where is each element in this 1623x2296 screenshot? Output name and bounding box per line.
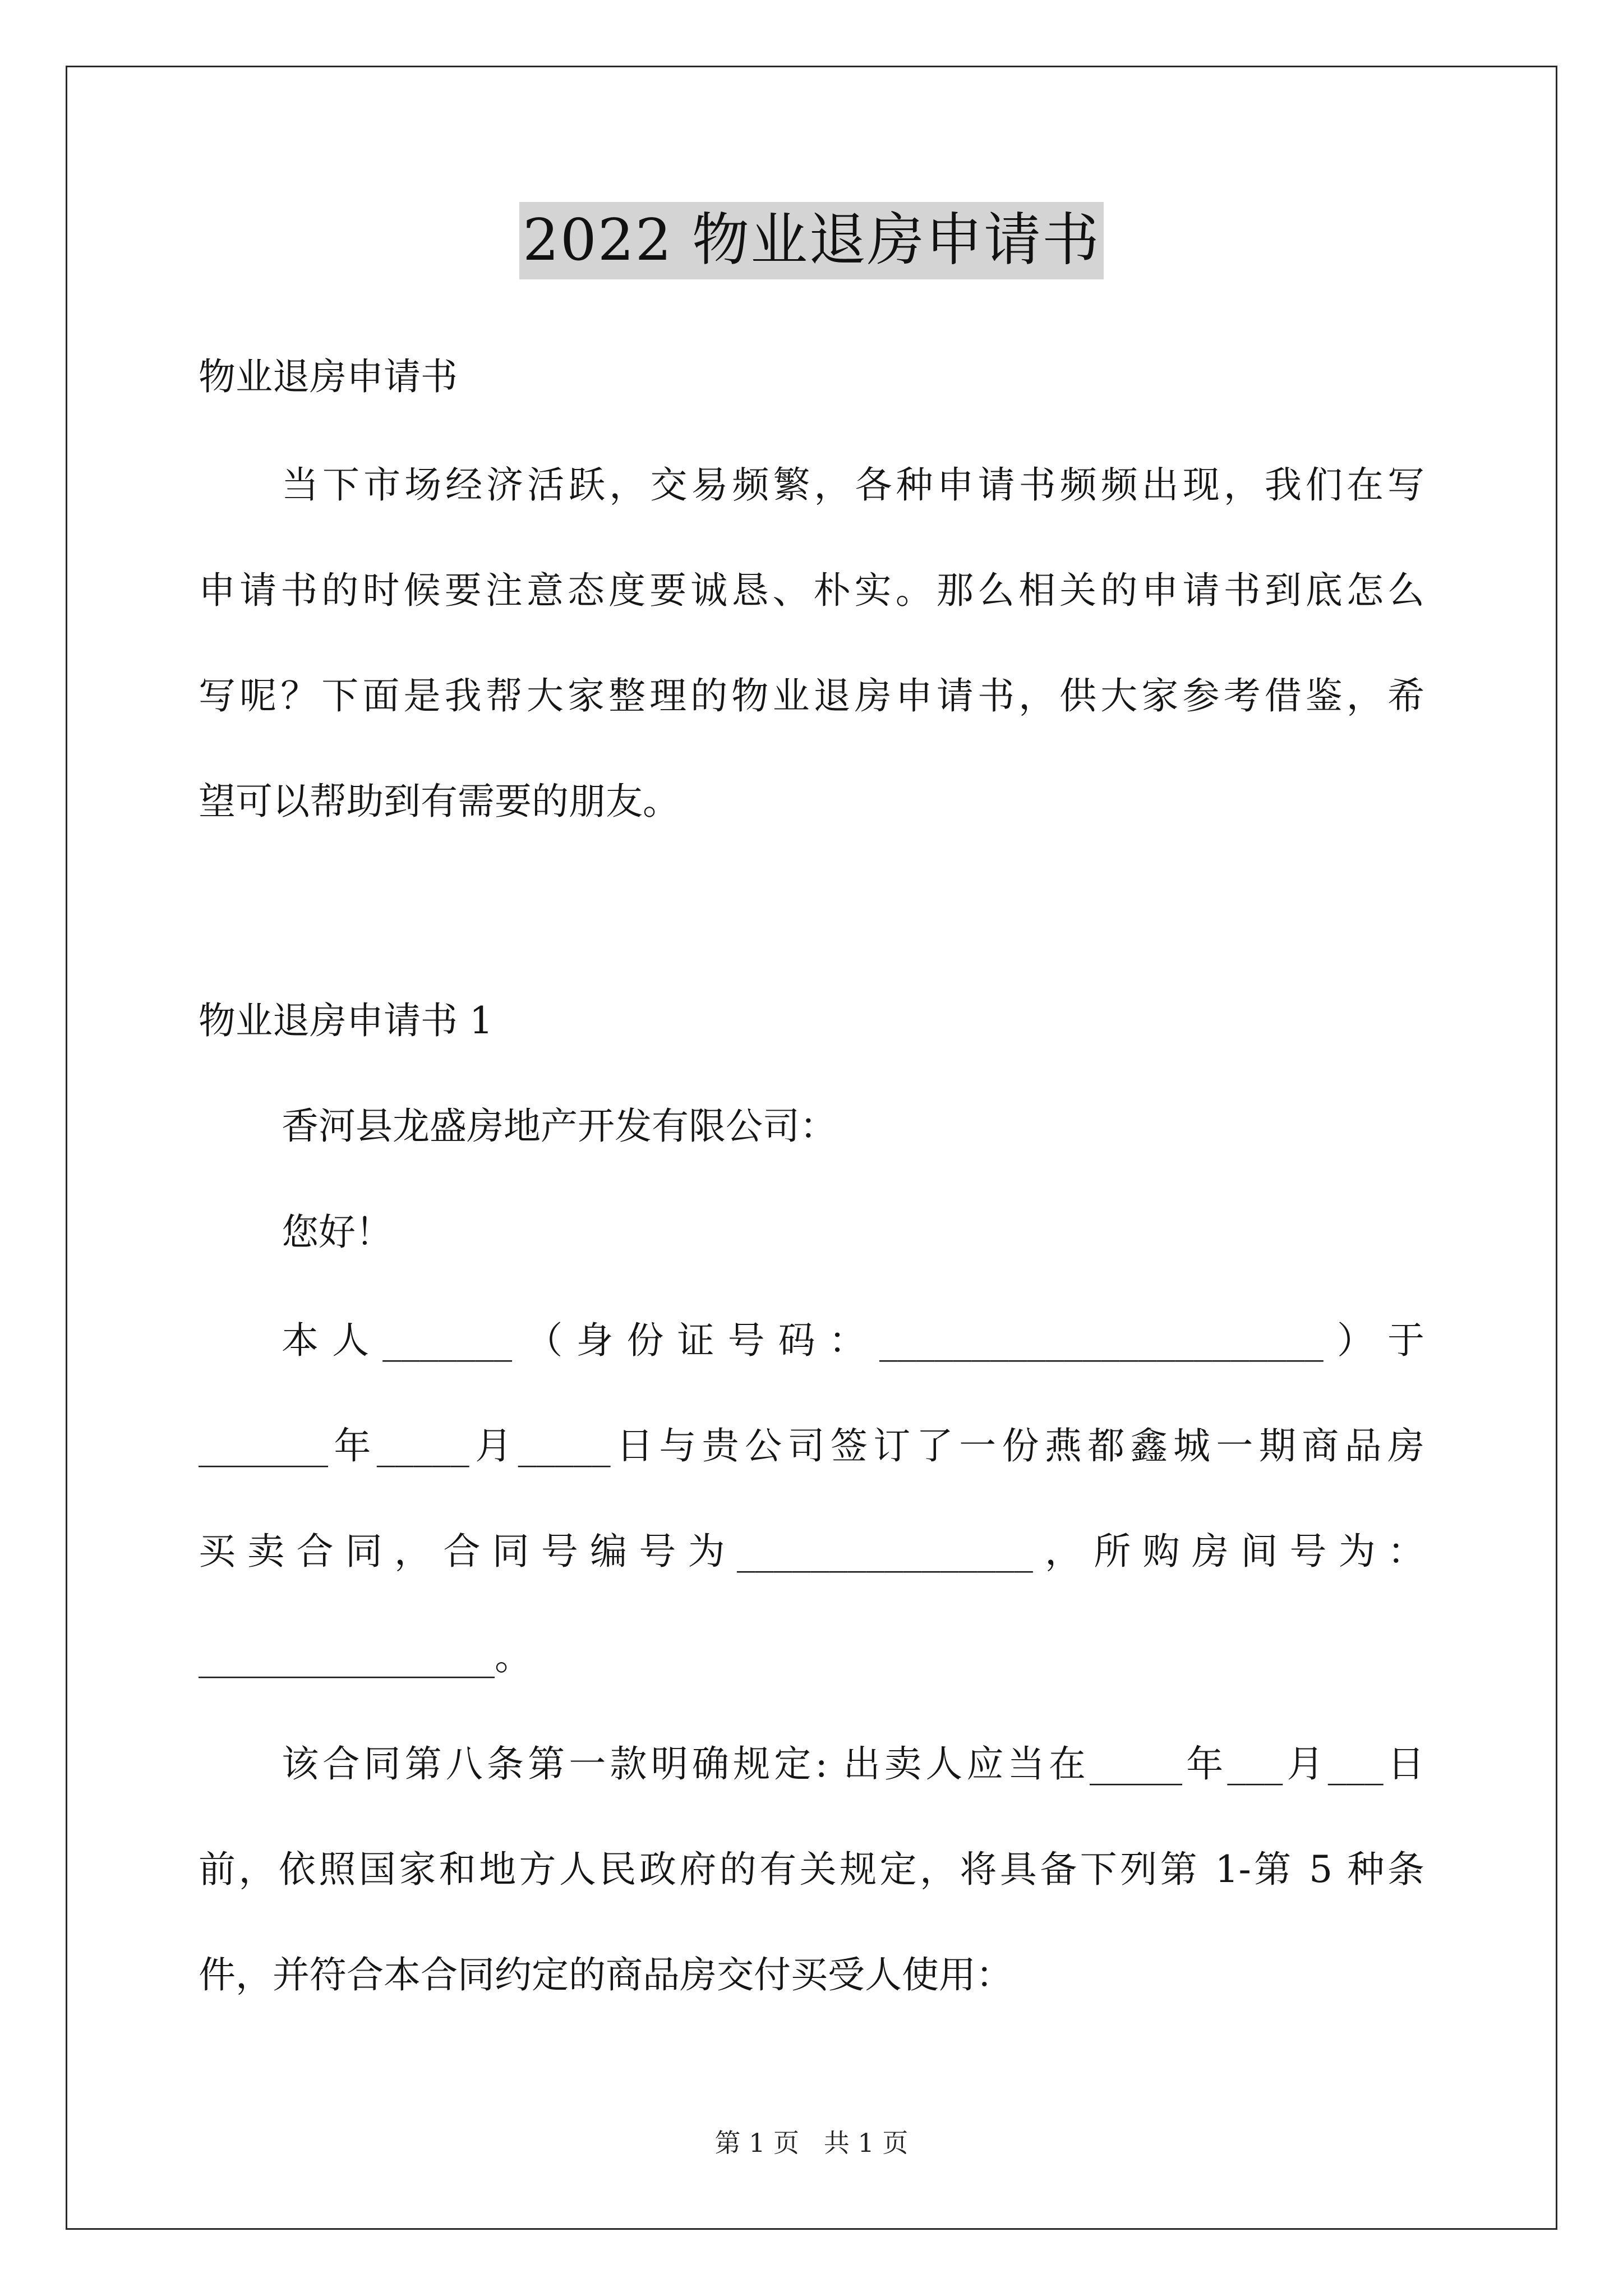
paragraph-line: 当下市场经济活跃，交易频繁，各种申请书频频出现，我们在写	[282, 463, 1424, 507]
paragraph-line: 买卖合同，合同号编号为________________，所购房间号为：	[199, 1530, 1424, 1573]
greeting-line: 您好！	[282, 1211, 393, 1254]
paragraph-line: 前，依照国家和地方人民政府的有关规定，将具备下列第 1-第 5 种条	[199, 1848, 1424, 1891]
paragraph-line: _______年_____月_____日与贵公司签订了一份燕都鑫城一期商品房	[199, 1424, 1424, 1467]
section-heading: 物业退房申请书 1	[199, 999, 493, 1042]
paragraph-line: 写呢？下面是我帮大家整理的物业退房申请书，供大家参考借鉴，希	[199, 674, 1424, 717]
page-indicator: 第 1 页 共 1 页	[714, 2128, 909, 2158]
paragraph-line: 本人_______（身份证号码：________________________）于	[282, 1319, 1424, 1362]
paragraph-line: 件，并符合本合同约定的商品房交付买受人使用：	[199, 1953, 1013, 1996]
document-title	[0, 202, 1623, 279]
paragraph-line: ________________。	[199, 1635, 532, 1678]
paragraph-line: 望可以帮助到有需要的朋友。	[199, 780, 680, 823]
addressee-line: 香河县龙盛房地产开发有限公司：	[282, 1105, 837, 1148]
paragraph-line: 该合同第八条第一款明确规定: 出卖人应当在_____年___月___日	[282, 1742, 1424, 1786]
section-heading: 物业退房申请书	[199, 355, 458, 398]
document-title-text: 2022 物业退房申请书	[519, 202, 1104, 279]
paragraph-line: 申请书的时候要注意态度要诚恳、朴实。那么相关的申请书到底怎么	[199, 569, 1424, 612]
